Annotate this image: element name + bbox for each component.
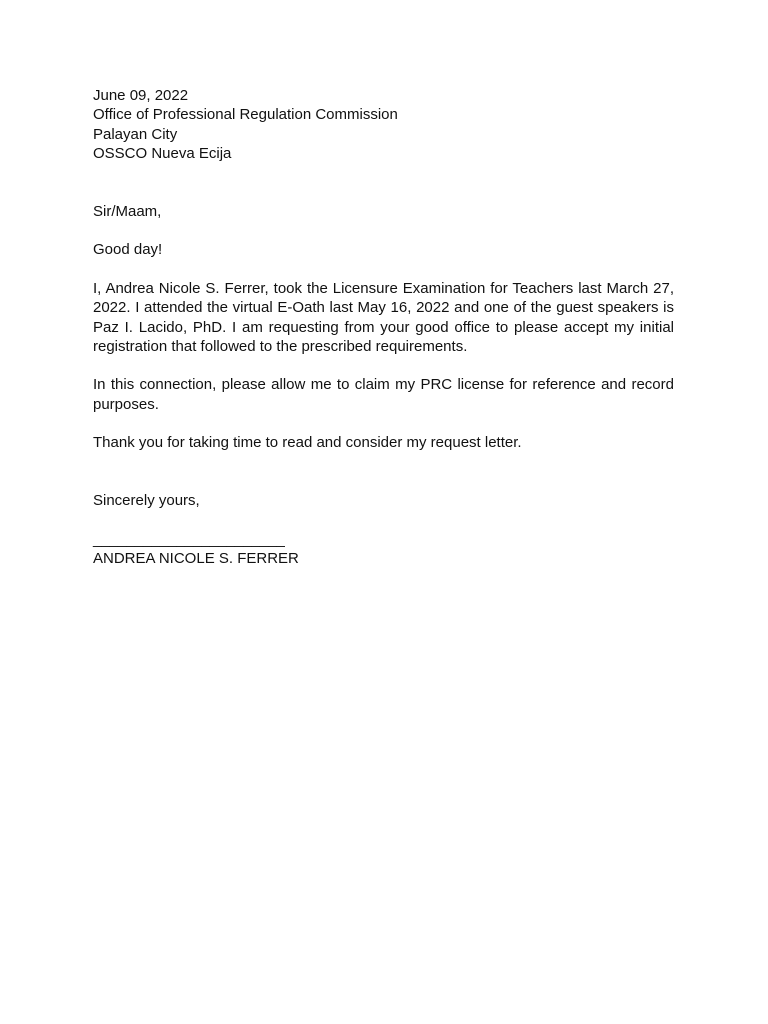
recipient-office: Office of Professional Regulation Commission [93,106,398,124]
valediction: Sincerely yours, [93,492,200,510]
spacer [93,511,674,530]
signatory-name: ANDREA NICOLE S. FERRER [93,550,299,568]
recipient-branch: OSSCO Nueva Ecija [93,144,232,162]
spacer [93,414,674,433]
salutation: Sir/Maam, [93,202,162,220]
spacer [93,453,674,492]
spacer [93,163,674,202]
spacer [93,221,674,240]
body-paragraph-2: In this connection, please allow me to claim my PRC license for reference and record purposes. [93,376,674,413]
spacer [93,260,674,279]
signature-line: _______________________ [93,530,285,548]
greeting: Good day! [93,241,163,259]
letter-date: June 09, 2022 [93,87,189,104]
body-paragraph-1: I, Andrea Nicole S. Ferrer, took the Licensure Examination for Teachers last March 27, 2022. I attended the virtual E-Oath last May 16, 2022 and one of the guest speakers is Paz I. Lacido, PhD. I am requesting from your good office to please accept my initial registration that followed to the prescribed requirements. [93,279,674,355]
recipient-city: Palayan City [93,125,178,143]
spacer [93,356,674,375]
request-letter [93,86,674,568]
body-paragraph-3: Thank you for taking time to read and consider my request letter. [93,434,522,452]
